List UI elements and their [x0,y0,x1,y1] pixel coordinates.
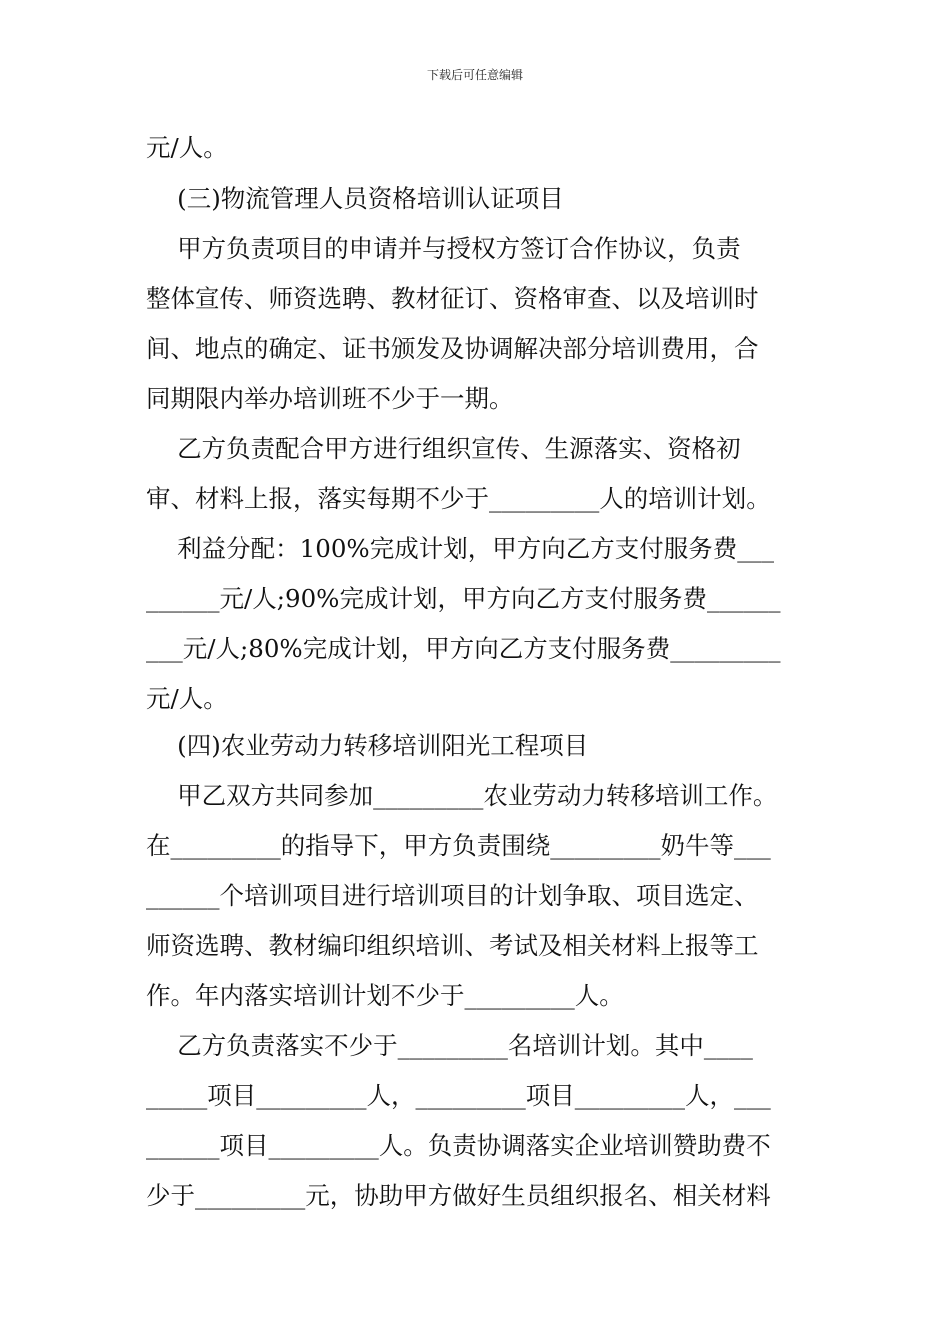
text-line: 元/人。 [146,133,228,162]
text-line: ___元/人;80%完成计划，甲方向乙方支付服务费_________ [146,634,781,663]
text-line: 同期限内举办培训班不少于一期。 [146,384,514,413]
text-line: 乙方负责落实不少于_________名培训计划。其中____ [146,1031,753,1060]
text-line: 整体宣传、师资选聘、教材征订、资格审查、以及培训时 [146,284,759,313]
text-line: 利益分配：100%完成计划，甲方向乙方支付服务费___ [146,534,774,563]
text-line: ______元/人;90%完成计划，甲方向乙方支付服务费______ [146,584,781,613]
text-line: 少于_________元，协助甲方做好生员组织报名、相关材料 [146,1181,771,1210]
text-line: 元/人。 [146,684,228,713]
text-line: ______个培训项目进行培训项目的计划争取、项目选定、 [146,881,759,910]
text-line: 甲方负责项目的申请并与授权方签订合作协议，负责 [146,234,741,263]
text-line: (三)物流管理人员资格培训认证项目 [146,184,564,213]
text-line: 师资选聘、教材编印组织培训、考试及相关材料上报等工 [146,931,759,960]
text-line: 在_________的指导下，甲方负责围绕_________奶牛等___ [146,831,771,860]
text-line: _____项目_________人，_________项目_________人，___ [146,1081,771,1110]
text-line: 作。年内落实培训计划不少于_________人。 [146,981,624,1010]
text-line: ______项目_________人。负责协调落实企业培训赞助费不 [146,1131,771,1160]
text-line: 审、材料上报，落实每期不少于_________人的培训计划。 [146,484,771,513]
text-line: 乙方负责配合甲方进行组织宣传、生源落实、资格初 [146,434,741,463]
text-line: 间、地点的确定、证书颁发及协调解决部分培训费用，合 [146,334,759,363]
page-header: 下载后可任意编辑 [426,68,523,82]
text-line: (四)农业劳动力转移培训阳光工程项目 [146,731,589,760]
text-line: 甲乙双方共同参加_________农业劳动力转移培训工作。 [146,781,778,810]
